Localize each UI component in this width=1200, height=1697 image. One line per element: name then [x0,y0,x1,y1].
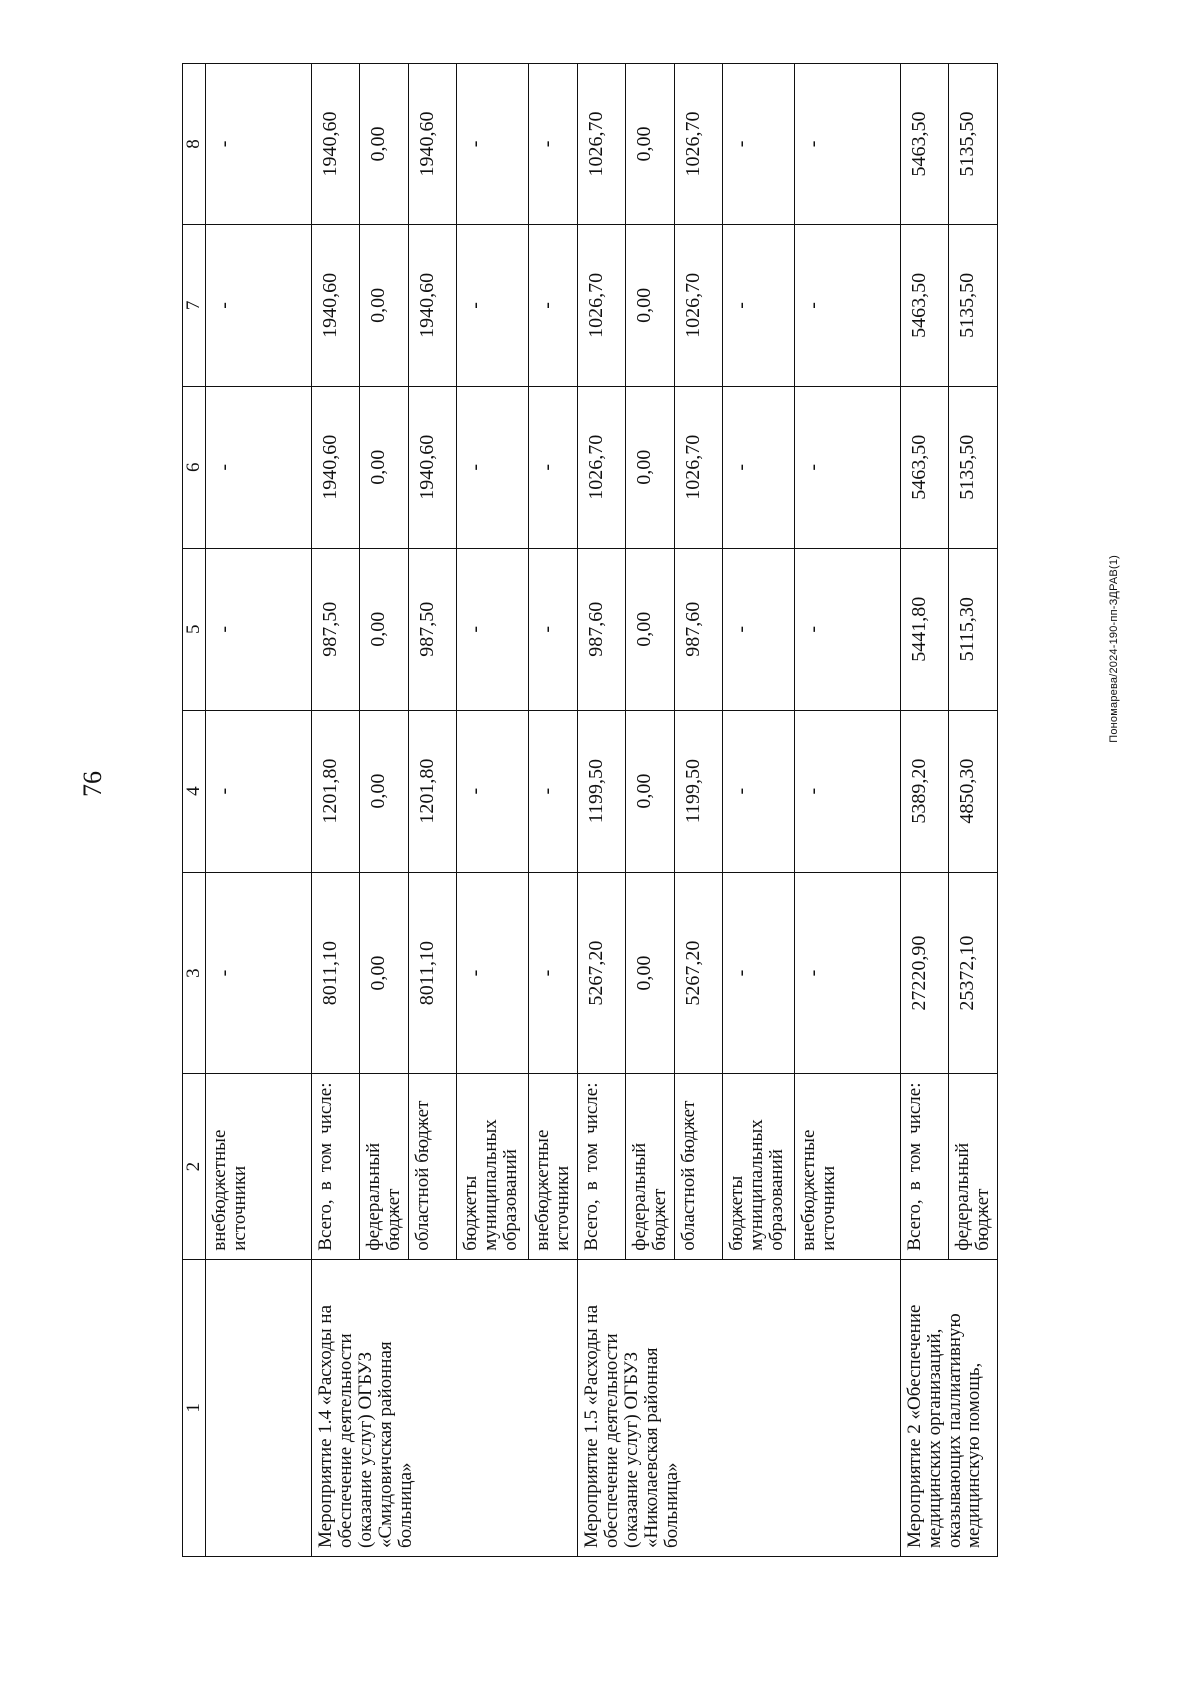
value-cell: 0,00 [625,224,674,386]
page-number: 76 [78,771,107,797]
value-cell: 5267,20 [577,872,625,1074]
col-header: 8 [183,64,206,225]
value-cell: - [722,224,794,386]
value-cell: 0,00 [360,64,409,225]
value-cell: 5135,50 [948,224,997,386]
value-cell: - [528,224,577,386]
value-cell: 987,50 [312,548,360,710]
col-header: 4 [183,710,206,872]
value-cell: - [794,872,900,1074]
value-cell: - [456,224,528,386]
value-cell: - [528,548,577,710]
source-cell: бюджеты муниципальных образований [456,1074,528,1259]
value-cell: 5267,20 [674,872,722,1074]
header-row [183,64,206,1557]
value-cell: 1940,60 [312,224,360,386]
value-cell: 0,00 [625,872,674,1074]
document-footer-code: Пономарева/2024-190-пп-ЗДРАВ(1) [1108,555,1120,743]
value-cell: - [722,64,794,225]
source-cell: внебюджетные источники [794,1074,900,1259]
value-cell: - [206,386,312,548]
value-cell: 1026,70 [674,64,722,225]
value-cell: 987,60 [577,548,625,710]
value-cell: - [528,872,577,1074]
value-cell: - [206,548,312,710]
activity-cell: Мероприятие 1.5 «Расходы на обеспечение деятельности (оказание услуг) ОГБУЗ «Николаевская районная больница» [577,1259,900,1556]
value-cell: 5463,50 [900,224,948,386]
source-cell: бюджеты муниципальных образований [722,1074,794,1259]
value-cell: 1026,70 [674,386,722,548]
value-cell: 5115,30 [948,548,997,710]
value-cell: 0,00 [360,710,409,872]
value-cell: 8011,10 [312,872,360,1074]
activity-cell: Мероприятие 1.4 «Расходы на обеспечение деятельности (оказание услуг) ОГБУЗ «Смидовичская районная больница» [312,1259,578,1556]
value-cell: 4850,30 [948,710,997,872]
value-cell: - [206,710,312,872]
value-cell: 0,00 [625,710,674,872]
value-cell: 987,50 [408,548,456,710]
table-row [900,64,948,1557]
source-cell: федеральный бюджет [948,1074,997,1259]
value-cell: 0,00 [625,548,674,710]
source-cell: федеральный бюджет [360,1074,409,1259]
col-header: 5 [183,548,206,710]
source-cell: федеральный бюджет [625,1074,674,1259]
value-cell: 1201,80 [408,710,456,872]
value-cell: 0,00 [360,224,409,386]
value-cell: 1026,70 [577,386,625,548]
col-header: 2 [183,1074,206,1259]
source-cell: внебюджетные источники [528,1074,577,1259]
value-cell: - [456,710,528,872]
value-cell: 5389,20 [900,710,948,872]
value-cell: 0,00 [625,64,674,225]
value-cell: 8011,10 [408,872,456,1074]
value-cell: 1940,60 [408,386,456,548]
table-row [577,64,625,1557]
value-cell: - [456,64,528,225]
activity-cell [206,1259,312,1556]
source-cell: внебюджетные источники [206,1074,312,1259]
value-cell: 1026,70 [674,224,722,386]
value-cell: - [794,64,900,225]
value-cell: - [794,710,900,872]
source-cell: Всего, в том числе: [577,1074,625,1259]
value-cell: - [794,386,900,548]
source-cell: областной бюджет [674,1074,722,1259]
value-cell: - [722,710,794,872]
value-cell: - [528,64,577,225]
value-cell: 1199,50 [577,710,625,872]
value-cell: - [206,224,312,386]
col-header: 1 [183,1259,206,1556]
value-cell: 1940,60 [408,224,456,386]
value-cell: 1940,60 [312,64,360,225]
value-cell: 1026,70 [577,224,625,386]
value-cell: 0,00 [360,386,409,548]
value-cell: 5463,50 [900,64,948,225]
value-cell: - [528,710,577,872]
value-cell: 5441,80 [900,548,948,710]
value-cell: 27220,90 [900,872,948,1074]
source-cell: областной бюджет [408,1074,456,1259]
value-cell: - [456,872,528,1074]
value-cell: - [456,386,528,548]
source-cell: Всего, в том числе: [312,1074,360,1259]
value-cell: 0,00 [625,386,674,548]
table-row [312,64,360,1557]
value-cell: 5135,50 [948,386,997,548]
value-cell: 1940,60 [312,386,360,548]
value-cell: - [722,386,794,548]
budget-table [182,63,998,1557]
value-cell: - [206,872,312,1074]
value-cell: 1026,70 [577,64,625,225]
value-cell: - [794,548,900,710]
value-cell: 1201,80 [312,710,360,872]
value-cell: 987,60 [674,548,722,710]
value-cell: 0,00 [360,548,409,710]
table-row [206,64,312,1557]
col-header: 7 [183,224,206,386]
activity-cell: Мероприятие 2 «Обеспечение медицинских организаций, оказывающих паллиативную медицинскую помощь, [900,1259,997,1556]
value-cell: 25372,10 [948,872,997,1074]
value-cell: 0,00 [360,872,409,1074]
value-cell: 1940,60 [408,64,456,225]
value-cell: - [528,386,577,548]
value-cell: 1199,50 [674,710,722,872]
col-header: 6 [183,386,206,548]
value-cell: 5135,50 [948,64,997,225]
value-cell: - [456,548,528,710]
value-cell: 5463,50 [900,386,948,548]
value-cell: - [722,872,794,1074]
value-cell: - [206,64,312,225]
value-cell: - [794,224,900,386]
value-cell: - [722,548,794,710]
source-cell: Всего, в том числе: [900,1074,948,1259]
col-header: 3 [183,872,206,1074]
